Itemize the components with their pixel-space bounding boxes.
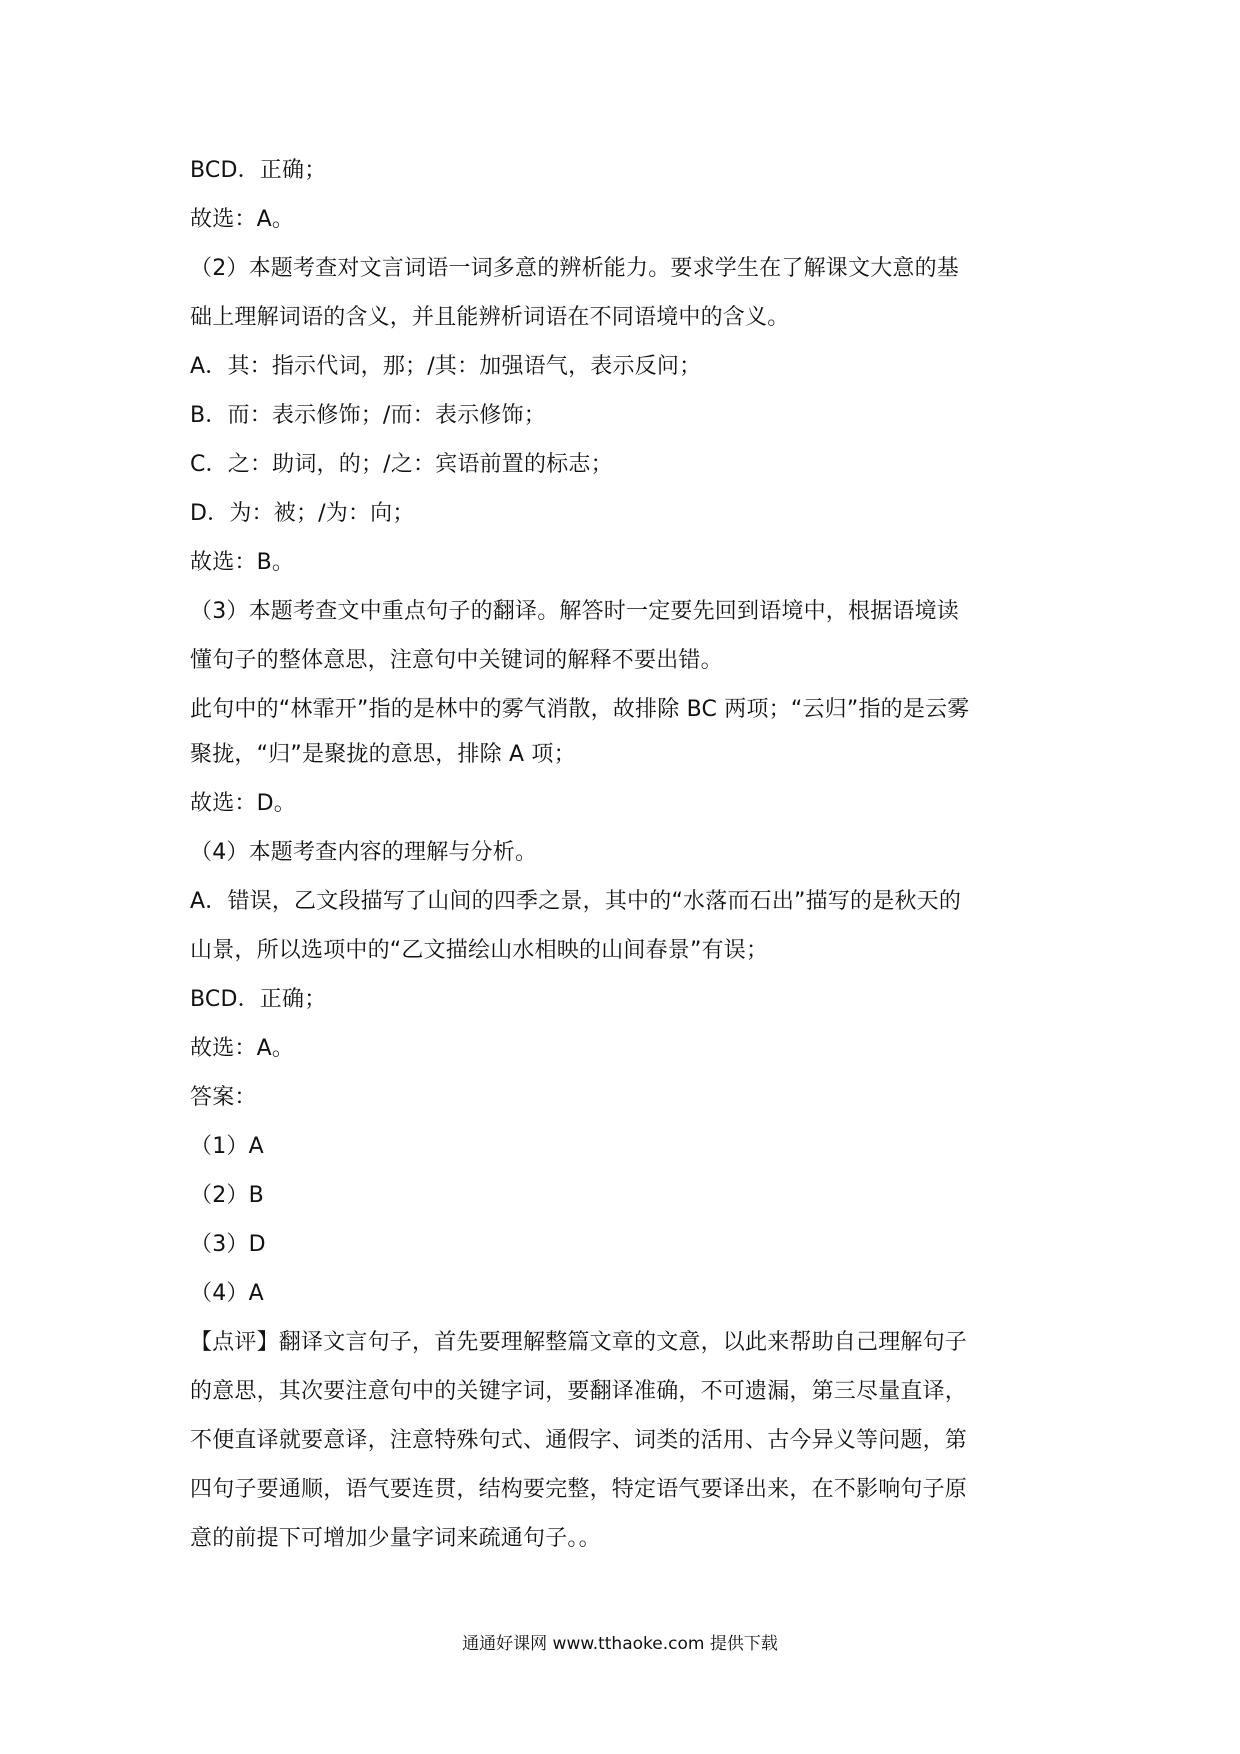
comment-line: 的意思，其次要注意句中的关键字词，要翻译准确，不可遗漏，第三尽量直译，	[190, 1379, 968, 1404]
text-line: BCD．正确；	[190, 158, 327, 183]
text-line: 故选：B。	[190, 550, 295, 575]
text-line: D．为：被；/为：向；	[190, 501, 415, 526]
text-line: 础上理解词语的含义，并且能辨析词语在不同语境中的含义。	[190, 305, 790, 330]
text-line: BCD．正确；	[190, 987, 327, 1012]
text-line: 山景，所以选项中的“乙文描绘山水相映的山间春景”有误；	[190, 938, 769, 963]
comment-line: 意的前提下可增加少量字词来疏通句子。。	[190, 1526, 601, 1551]
answer-line: （2）B	[190, 1183, 264, 1208]
text-line: （4）本题考查内容的理解与分析。	[190, 840, 538, 865]
comment-line: 不便直译就要意译，注意特殊句式、通假字、词类的活用、古今异义等问题，第	[190, 1428, 968, 1453]
answer-line: （3）D	[190, 1232, 266, 1257]
text-line: 答案：	[190, 1085, 257, 1110]
text-line: 此句中的“林霏开”指的是林中的雾气消散，故排除 BC 两项；“云归”指的是云雾	[190, 697, 970, 722]
comment-line: 四句子要通顺，语气要连贯，结构要完整，特定语气要译出来，在不影响句子原	[190, 1477, 968, 1502]
text-line: （3）本题考查文中重点句子的翻译。解答时一定要先回到语境中，根据语境读	[190, 599, 959, 624]
text-line: C．之：助词，的；/之：宾语前置的标志；	[190, 452, 613, 477]
text-line: 故选：A。	[190, 207, 295, 232]
text-line: 故选：A。	[190, 1036, 295, 1061]
answer-line: （1）A	[190, 1134, 264, 1159]
text-line: B．而：表示修饰；/而：表示修饰；	[190, 403, 546, 428]
text-line: 懂句子的整体意思，注意句中关键词的解释不要出错。	[190, 648, 723, 673]
text-line: （2）本题考查对文言词语一词多意的辨析能力。要求学生在了解课文大意的基	[190, 256, 959, 281]
comment-line: 【点评】翻译文言句子，首先要理解整篇文章的文意，以此来帮助自己理解句子	[190, 1330, 968, 1355]
text-line: A．错误，乙文段描写了山间的四季之景，其中的“水落而石出”描写的是秋天的	[190, 889, 962, 914]
text-line: 聚拢，“归”是聚拢的意思，排除 A 项；	[190, 742, 576, 767]
text-line: A．其：指示代词，那；/其：加强语气，表示反问；	[190, 354, 702, 379]
text-line: 故选：D。	[190, 791, 296, 816]
answer-line: （4）A	[190, 1281, 264, 1306]
document-body	[190, 155, 1070, 1572]
page-footer: 通通好课网 www.tthaoke.com 提供下载	[462, 1634, 778, 1654]
